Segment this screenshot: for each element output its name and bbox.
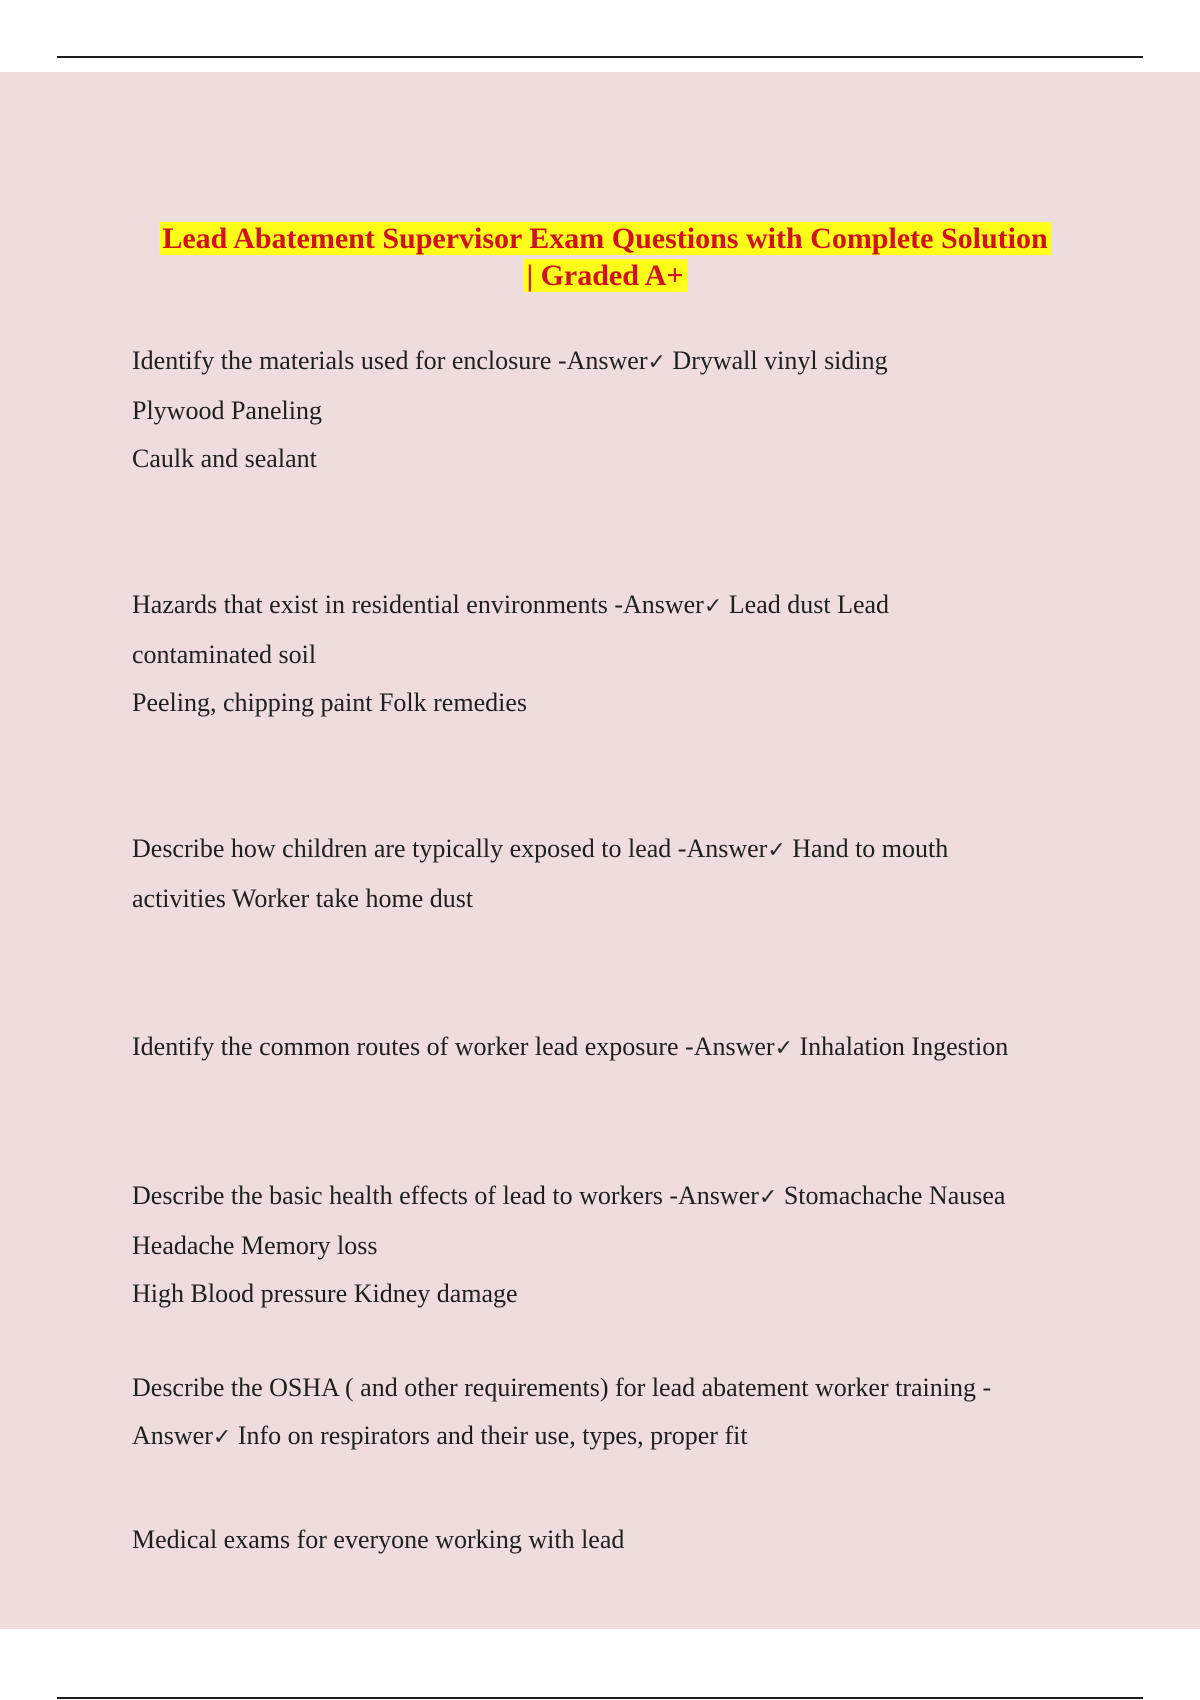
question-line	[132, 337, 1092, 387]
check-icon: ✓	[767, 838, 786, 863]
title-line-1: Lead Abatement Supervisor Exam Questions with Complete Solution	[159, 222, 1050, 255]
qa-item	[132, 1172, 1092, 1318]
answer-text: Drywall vinyl siding	[672, 346, 888, 375]
question-text: Describe the basic health effects of lead to workers	[132, 1181, 663, 1210]
answer-line: Headache Memory loss	[132, 1231, 378, 1260]
question-line: Describe the OSHA ( and other requirements) for lead abatement worker training -	[132, 1373, 992, 1402]
check-icon: ✓	[774, 1036, 794, 1061]
question-line	[132, 1172, 1092, 1222]
answer-line: High Blood pressure Kidney damage	[132, 1279, 518, 1308]
bottom-rule	[57, 1697, 1143, 1699]
title-line-2: | Graded A+	[523, 259, 686, 292]
answer-marker: -Answer	[669, 1181, 759, 1210]
check-icon: ✓	[647, 350, 666, 375]
answer-line: Plywood Paneling	[132, 396, 322, 425]
check-icon: ✓	[758, 1185, 778, 1210]
answer-text: Info on respirators and their use, types, proper fit	[237, 1421, 748, 1450]
qa-item	[132, 825, 1092, 923]
answer-line: Caulk and sealant	[132, 444, 317, 473]
question-text: Hazards that exist in residential environments	[132, 590, 608, 619]
qa-item	[132, 581, 1092, 727]
answer-text: Inhalation Ingestion	[799, 1032, 1009, 1061]
answer-line: Peeling, chipping paint Folk remedies	[132, 688, 527, 717]
answer-marker: Answer	[132, 1421, 213, 1450]
answer-line	[132, 1412, 1092, 1462]
answer-text: Stomachache Nausea	[783, 1181, 1006, 1210]
check-icon: ✓	[703, 594, 723, 619]
answer-marker: -Answer	[677, 834, 768, 863]
qa-item	[132, 1023, 1092, 1073]
answer-line: activities Worker take home dust	[132, 884, 474, 913]
page-title	[120, 220, 1090, 294]
question-line	[132, 1023, 1092, 1073]
qa-item	[132, 337, 1092, 483]
answer-text: Lead dust Lead	[728, 590, 890, 619]
qa-item	[132, 1364, 1092, 1462]
question-line	[132, 825, 1092, 875]
answer-line: contaminated soil	[132, 640, 317, 669]
question-line	[132, 581, 1092, 631]
top-rule	[57, 56, 1143, 58]
answer-marker: -Answer	[614, 590, 704, 619]
qa-item	[132, 1516, 1092, 1564]
question-text: Describe how children are typically exposed to lead	[132, 834, 672, 863]
question-text: Identify the common routes of worker lead exposure	[132, 1032, 679, 1061]
check-icon: ✓	[212, 1425, 232, 1450]
answer-text: Hand to mouth	[792, 834, 949, 863]
answer-marker: -Answer	[557, 346, 648, 375]
answer-line: Medical exams for everyone working with lead	[132, 1525, 625, 1554]
answer-marker: -Answer	[685, 1032, 775, 1061]
question-text: Identify the materials used for enclosure	[132, 346, 552, 375]
